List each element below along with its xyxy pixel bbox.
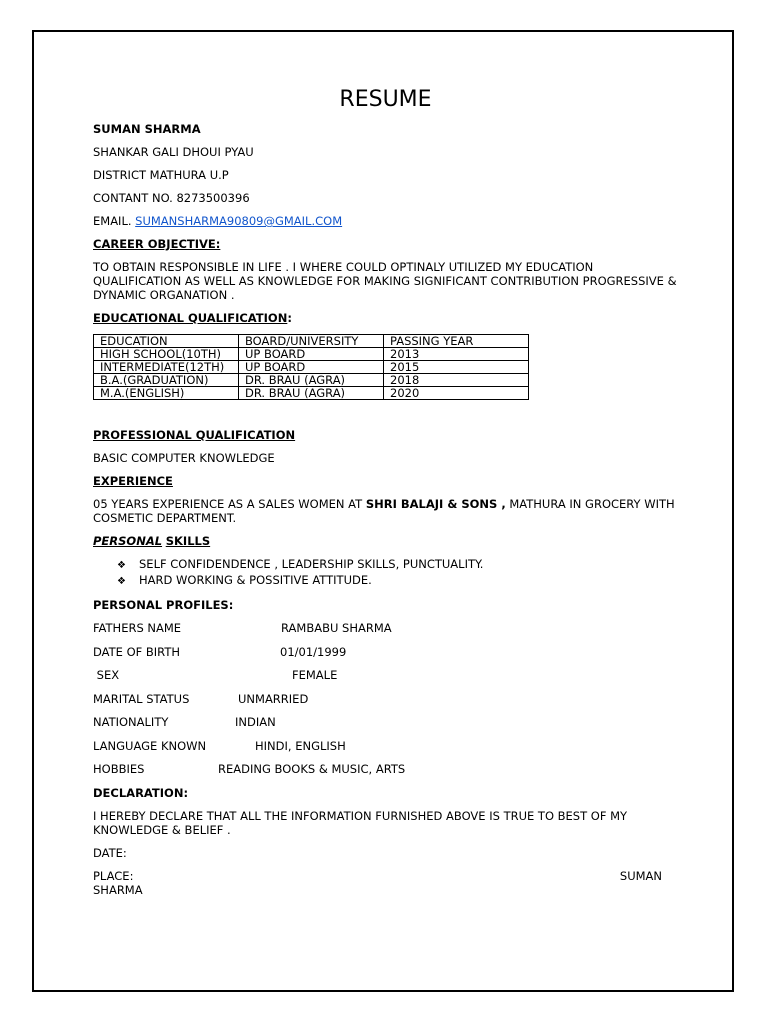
professional-text: BASIC COMPUTER KNOWLEDGE bbox=[93, 451, 275, 465]
professional-heading: PROFESSIONAL QUALIFICATION bbox=[93, 428, 296, 442]
profile-row-fathers-name bbox=[93, 621, 678, 635]
declaration-text: I HEREBY DECLARE THAT ALL THE INFORMATION FURNISHED ABOVE IS TRUE TO BEST OF MY KNOWLEDGE & BELIEF . bbox=[93, 808, 628, 837]
education-table bbox=[93, 334, 529, 400]
profile-label: FATHERS NAME bbox=[93, 621, 182, 635]
profile-label: HOBBIES bbox=[93, 762, 145, 776]
experience-text bbox=[93, 497, 678, 525]
education-heading-colon: : bbox=[287, 311, 292, 325]
table-header-cell: PASSING YEAR bbox=[384, 335, 529, 348]
contact-number: CONTANT NO. 8273500396 bbox=[93, 191, 250, 205]
table-cell: M.A.(ENGLISH) bbox=[94, 387, 239, 400]
list-item bbox=[117, 573, 678, 589]
declaration-heading: DECLARATION: bbox=[93, 785, 189, 800]
skill-text: SELF CONFIDENDENCE , LEADERSHIP SKILLS, PUNCTUALITY. bbox=[139, 557, 484, 571]
experience-text-post: MATHURA IN GROCERY WITH COSMETIC DEPARTMENT. bbox=[93, 497, 675, 525]
profile-value: HINDI, ENGLISH bbox=[255, 738, 346, 753]
experience-text-pre: 05 YEARS EXPERIENCE AS A SALES WOMEN AT bbox=[93, 497, 366, 511]
career-objective-heading: CAREER OBJECTIVE: bbox=[93, 237, 221, 251]
table-cell: 2020 bbox=[384, 387, 529, 400]
table-cell: 2018 bbox=[384, 374, 529, 387]
date-label: DATE: bbox=[93, 845, 127, 860]
table-cell: DR. BRAU (AGRA) bbox=[239, 387, 384, 400]
diamond-bullet-icon: ❖ bbox=[117, 576, 126, 587]
table-cell: 2015 bbox=[384, 361, 529, 374]
employer-name: SHRI BALAJI & SONS , bbox=[365, 497, 506, 511]
profile-value: UNMARRIED bbox=[238, 691, 309, 706]
table-cell: 2013 bbox=[384, 348, 529, 361]
table-header-cell: BOARD/UNIVERSITY bbox=[239, 335, 384, 348]
table-header-cell: EDUCATION bbox=[94, 335, 239, 348]
email-line bbox=[93, 214, 678, 228]
profile-row-sex bbox=[93, 668, 678, 682]
profile-row-nationality bbox=[93, 715, 678, 729]
profile-label: MARITAL STATUS bbox=[93, 691, 190, 706]
profile-row-hobbies bbox=[93, 762, 678, 776]
table-row bbox=[94, 361, 529, 374]
resume-document bbox=[93, 86, 678, 897]
profile-label: LANGUAGE KNOWN bbox=[93, 738, 207, 753]
profile-value: RAMBABU SHARMA bbox=[281, 621, 392, 635]
personal-profiles-heading: PERSONAL PROFILES: bbox=[93, 598, 234, 612]
table-row bbox=[94, 374, 529, 387]
table-cell: HIGH SCHOOL(10TH) bbox=[94, 348, 239, 361]
skills-heading-rest: SKILLS bbox=[165, 534, 211, 548]
education-heading: EDUCATIONAL QUALIFICATION bbox=[93, 311, 288, 325]
signature-last-name: SHARMA bbox=[93, 882, 143, 897]
profile-value: FEMALE bbox=[292, 668, 338, 682]
profile-label: DATE OF BIRTH bbox=[93, 644, 181, 659]
table-cell: DR. BRAU (AGRA) bbox=[239, 374, 384, 387]
table-cell: UP BOARD bbox=[239, 361, 384, 374]
signature-first-name: SUMAN bbox=[619, 868, 662, 883]
profile-row-language bbox=[93, 739, 678, 753]
profile-value: INDIAN bbox=[235, 715, 276, 729]
skills-heading bbox=[93, 534, 678, 548]
email-label: EMAIL. bbox=[93, 214, 136, 228]
table-row bbox=[94, 387, 529, 400]
table-row bbox=[94, 348, 529, 361]
signature-block bbox=[93, 869, 678, 897]
email-link[interactable]: SUMANSHARMA90809@GMAIL.COM bbox=[135, 214, 343, 228]
skills-list bbox=[93, 557, 678, 589]
profile-row-marital-status bbox=[93, 692, 678, 706]
address-line-2: DISTRICT MATHURA U.P bbox=[93, 168, 229, 182]
career-objective-text: TO OBTAIN RESPONSIBLE IN LIFE . I WHERE COULD OPTINALY UTILIZED MY EDUCATION QUALIFICATION AS WELL AS KNOWLEDGE FOR MAKING SIGNIFICANT CONTRIBUTION PROGRESSIVE & DYNAMIC ORGANATION . bbox=[93, 260, 677, 302]
education-heading-line bbox=[93, 311, 678, 325]
profile-value: 01/01/1999 bbox=[280, 644, 347, 659]
diamond-bullet-icon: ❖ bbox=[117, 560, 126, 571]
table-header-row bbox=[94, 335, 529, 348]
address-line-1: SHANKAR GALI DHOUI PYAU bbox=[93, 145, 254, 159]
skill-text: HARD WORKING & POSSITIVE ATTITUDE. bbox=[139, 573, 372, 587]
profile-label: SEX bbox=[93, 668, 120, 682]
profile-row-dob bbox=[93, 645, 678, 659]
skills-heading-italic: PERSONAL bbox=[93, 534, 163, 548]
profile-value: READING BOOKS & MUSIC, ARTS bbox=[218, 762, 406, 776]
table-cell: UP BOARD bbox=[239, 348, 384, 361]
profile-label: NATIONALITY bbox=[93, 715, 169, 729]
candidate-name: SUMAN SHARMA bbox=[93, 122, 201, 136]
place-line bbox=[93, 869, 662, 883]
experience-heading: EXPERIENCE bbox=[93, 474, 173, 488]
table-cell: B.A.(GRADUATION) bbox=[94, 374, 239, 387]
page-title: RESUME bbox=[339, 87, 432, 112]
list-item bbox=[117, 557, 678, 573]
table-cell: INTERMEDIATE(12TH) bbox=[94, 361, 239, 374]
place-label: PLACE: bbox=[93, 868, 134, 883]
